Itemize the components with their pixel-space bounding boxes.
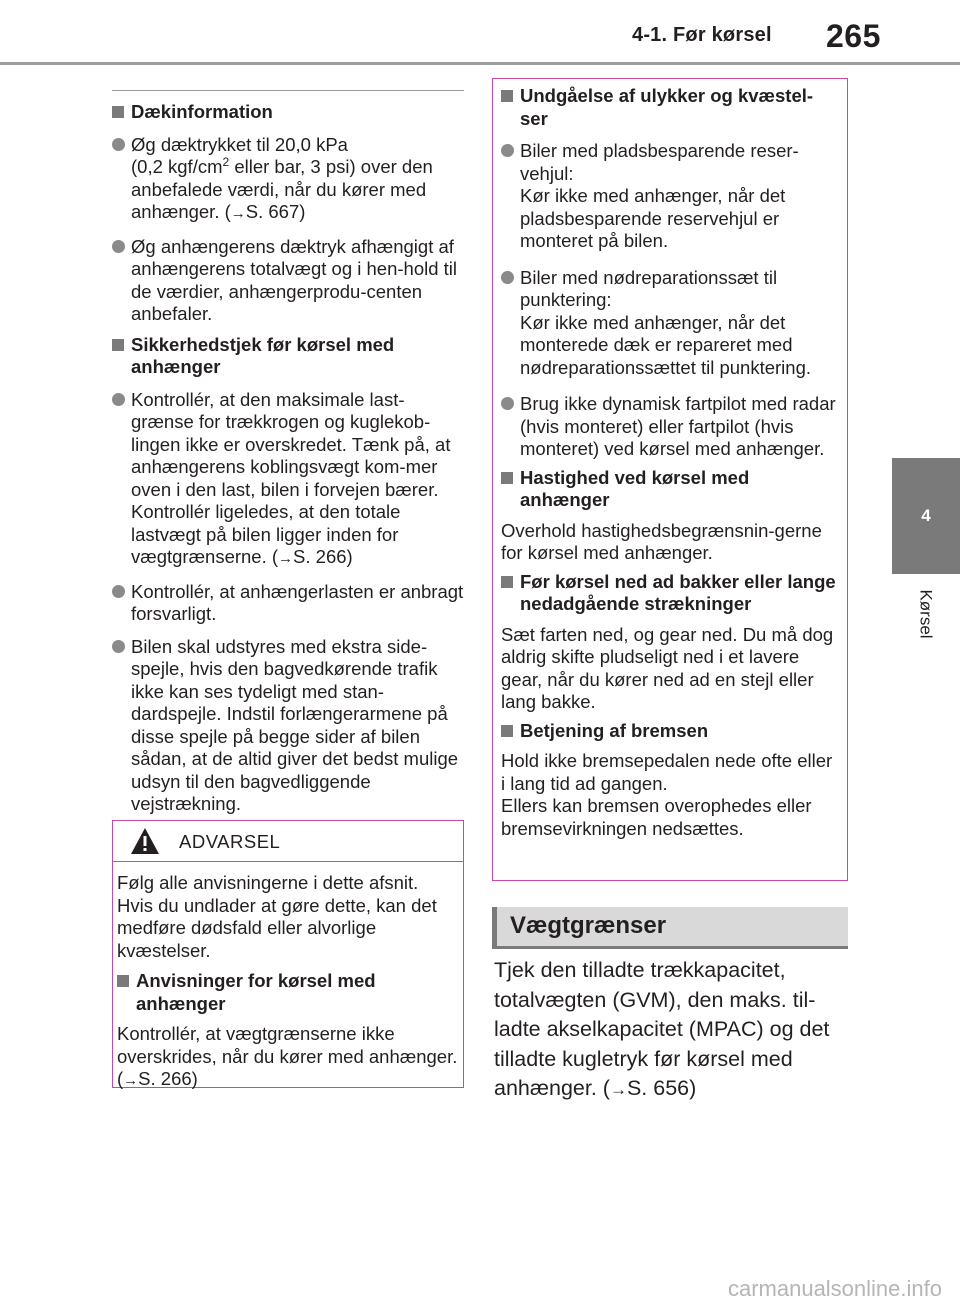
- section-title: 4-1. Før kørsel: [632, 24, 772, 46]
- bullet-text: Øg anhængerens dæktryk afhængigt af anhængerens totalvægt og i hen-hold til de værdier, anhængerprodu-centen anbefaler.: [131, 235, 458, 324]
- bullet-load-limit: [112, 389, 464, 571]
- subheading-accident-avoidance: [501, 85, 839, 130]
- warning-title: ADVARSEL: [179, 831, 281, 852]
- bullet-text: Kontrollér, at anhængerlasten er anbragt forsvarligt.: [131, 580, 464, 624]
- subheading-text: Før kørsel ned ad bakker eller lange nedadgående strækninger: [520, 570, 836, 614]
- bullet-line: Biler med pladsbesparende reser-vehjul:: [520, 140, 799, 184]
- bullet-tire-pressure: [112, 134, 464, 226]
- arrow-icon: →: [278, 550, 294, 567]
- chapter-label-container: [892, 578, 960, 650]
- warning-subheading: [117, 970, 459, 1015]
- warning-text: [117, 1023, 459, 1093]
- bullet-side-mirrors: [112, 636, 464, 816]
- bullet-line: Øg dæktrykket til 20,0 kPa: [131, 133, 348, 155]
- paragraph-text: Tjek den tilladte trækkapacitet, totalvægten (GVM), den maks. til-ladte akselkapacitet (MPAC) og det tilladte kugletryk før kørsel med anhænger. (: [494, 958, 830, 1100]
- warning-body: [113, 862, 463, 1093]
- subheading-speed: [501, 467, 839, 512]
- header-rule: [0, 62, 960, 65]
- subheading-text: Sikkerhedstjek før kørsel med anhænger: [131, 333, 395, 377]
- subheading-downhill: [501, 571, 839, 616]
- paragraph-line: Ellers kan bremsen overophedes eller bremsevirkningen nedsættes.: [501, 795, 812, 839]
- bullet-trailer-tire: [112, 236, 464, 326]
- chapter-number: 4: [921, 506, 931, 525]
- arrow-icon: →: [123, 1072, 139, 1089]
- bullet-cargo-secured: [112, 581, 464, 626]
- bullet-spare-tire: [501, 140, 839, 253]
- subheading-text: Hastighed ved kørsel med anhænger: [520, 466, 750, 510]
- warning-triangle-icon: [130, 827, 160, 855]
- text-fragment: eller bar, 3 psi) over den: [229, 156, 433, 177]
- bullet-text: Bilen skal udstyres med ekstra side-spejle, hvis den bagvedkørende trafik ikke kan ses tydeligt med stan-dardspejle. Indstil forlængerarmene på disse spejle på begge sider af bilen sådan, at de altid giver det bedst mulige udsyn til den bagvedliggende vejstrækning.: [131, 635, 459, 814]
- section-heading: [492, 907, 848, 949]
- bullet-line: Biler med nødreparationssæt til punktering:: [520, 266, 778, 310]
- subheading-text: Anvisninger for kørsel med anhænger: [136, 970, 376, 1014]
- paragraph-text: Kontrollér, at vægtgrænserne ikke overskrides, når du kører med anhænger. (: [117, 1023, 458, 1089]
- section-paragraph: [494, 956, 854, 1105]
- subheading-text: Dækinformation: [131, 101, 273, 122]
- subheading-safety-check: [112, 334, 464, 379]
- text-fragment: anhænger. (: [131, 201, 231, 222]
- warning-box: [112, 820, 464, 1088]
- page-reference-link[interactable]: S. 667): [245, 201, 306, 222]
- subheading-dekinformation: [112, 101, 464, 124]
- paragraph-speed: Overhold hastighedsbegrænsnin-gerne for kørsel med anhænger.: [501, 519, 822, 563]
- bullet-text: Brug ikke dynamisk fartpilot med radar (hvis monteret) eller fartpilot (hvis monteret) ved kørsel med anhænger.: [520, 393, 836, 459]
- subheading-text: Undgåelse af ulykker og kvæstel-ser: [520, 85, 814, 129]
- paragraph-line: Hold ikke bremsepedalen nede ofte eller i lang tid ad gangen.: [501, 750, 833, 794]
- bullet-line: anbefalede værdi, når du kører med: [131, 178, 427, 200]
- page-reference-link[interactable]: S. 266): [293, 546, 353, 567]
- bullet-repair-kit: [501, 267, 839, 380]
- chapter-tab[interactable]: [892, 458, 960, 574]
- bullet-line: Kør ikke med anhænger, når det monterede dæk er repareret med nødreparationssættet til punktering.: [520, 311, 812, 378]
- section-heading-text: Vægtgrænser: [510, 912, 667, 939]
- arrow-icon: →: [230, 205, 246, 222]
- bullet-cruise-control: [501, 393, 839, 461]
- chapter-label: Kørsel: [917, 589, 936, 639]
- page-reference-link[interactable]: S. 266): [138, 1068, 198, 1089]
- bullet-text: Kontrollér, at den maksimale last-grænse for trækkrogen og kuglekob-lingen ikke er overskredet. Tænk på, at anhængerens koblingsvægt kom-mer oven i den last, bilen i forvejen bærer. Kontrollér ligeledes, at den totale lastvægt på bilen ligger inden for vægtgrænserne. (: [131, 388, 451, 567]
- arrow-icon: →: [609, 1080, 627, 1099]
- subheading-text: Betjening af bremsen: [520, 719, 709, 741]
- text-fragment: (0,2 kgf/cm: [131, 156, 223, 177]
- warning-intro: Følg alle anvisningerne i dette afsnit. Hvis du undlader at gøre dette, kan det medføre dødsfald eller alvorlige kvæstelser.: [117, 872, 437, 961]
- warning-header: [113, 821, 463, 862]
- watermark: carmanualsonline.info: [727, 1276, 942, 1301]
- notice-box: [492, 78, 848, 881]
- paragraph-downhill: Sæt farten ned, og gear ned. Du må dog aldrig skifte pludseligt ned i et lavere gear, når du kører ned ad en stejl eller lang bakke.: [501, 623, 834, 712]
- superscript: 2: [222, 154, 230, 169]
- page-reference-link[interactable]: S. 656): [626, 1076, 697, 1100]
- bullet-line: Kør ikke med anhænger, når det pladsbesparende reservehjul er monteret på bilen.: [520, 185, 786, 251]
- page-number: 265: [826, 18, 881, 54]
- left-column: [112, 90, 464, 816]
- paragraph-brake: [501, 750, 839, 840]
- bullet-line: [131, 201, 464, 226]
- bullet-line: [131, 156, 464, 179]
- subheading-brake: [501, 720, 839, 743]
